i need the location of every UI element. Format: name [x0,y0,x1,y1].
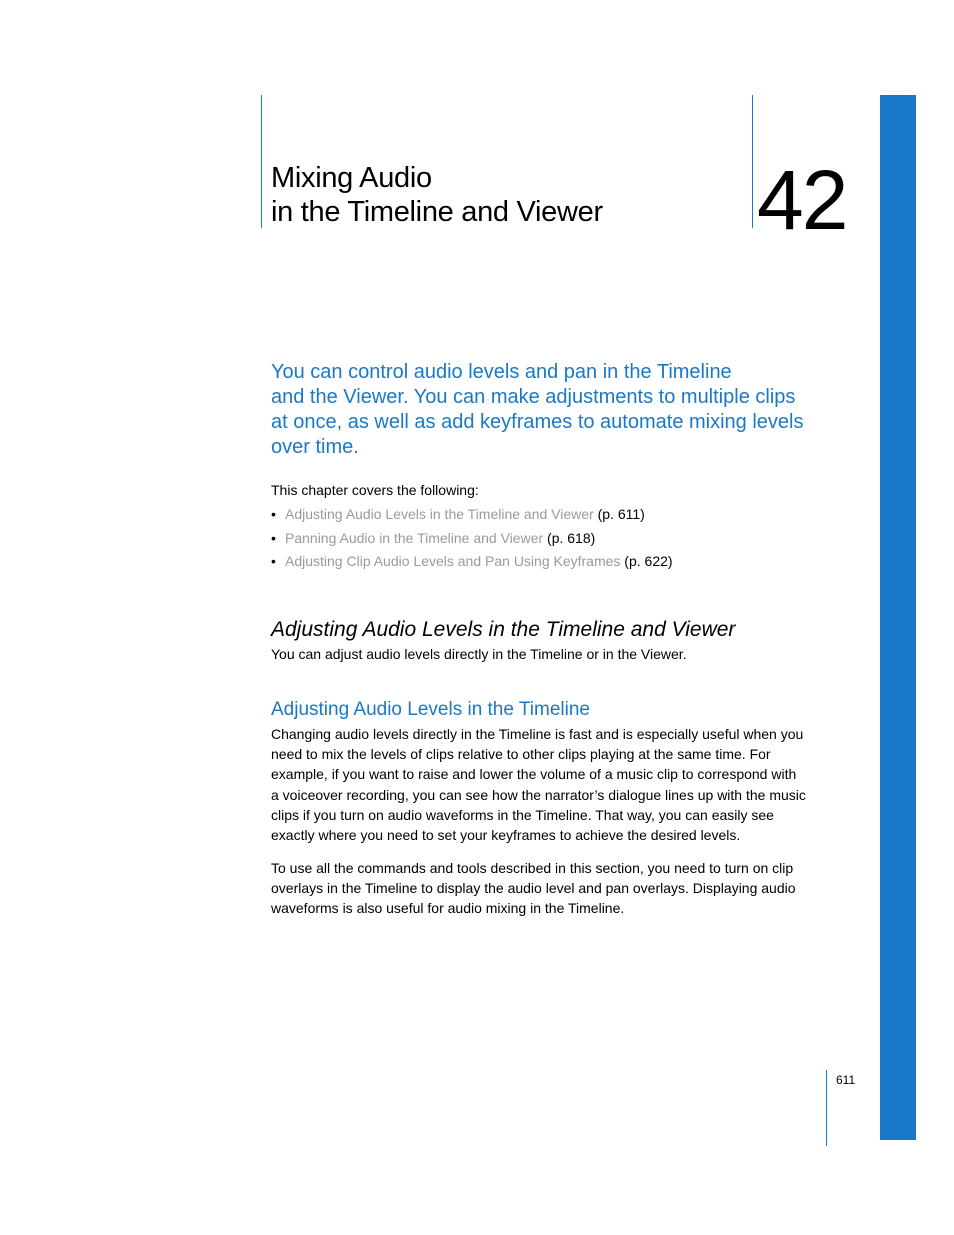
title-rule-left [261,95,262,228]
section-body: You can adjust audio levels directly in the Timeline or in the Viewer. [271,646,687,662]
toc-page-ref: (p. 622) [620,553,673,569]
paragraph-line: exactly where you need to set your keyframes to achieve the desired levels. [271,827,741,844]
chapter-intro [271,360,831,460]
toc-item [271,504,673,528]
paragraph-line: clips if you turn on audio waveforms in the Timeline. That way, you can easily see [271,806,774,823]
paragraph-line: overlays in the Timeline to display the audio level and pan overlays. Displaying audio [271,880,796,897]
paragraph-line: To use all the commands and tools described in this section, you need to turn on clip [271,860,794,876]
body-paragraph [271,858,796,919]
paragraph-line: a voiceover recording, you can see how the narrator’s dialogue lines up with the music [271,786,806,803]
chapter-title-line-1: Mixing Audio [271,162,432,194]
title-rule-right [752,95,753,228]
intro-line: over time. [271,436,359,458]
paragraph-line: need to mix the levels of clips relative to other clips playing at the same time. For [271,746,771,763]
body-paragraph [271,724,806,845]
page-number-rule [826,1070,827,1146]
page-number: 611 [836,1073,856,1087]
bullet-icon: • [271,506,276,522]
chapter-number: 42 [757,153,847,247]
chapter-title [271,161,603,229]
paragraph-line: Changing audio levels directly in the Timeline is fast and is especially useful when you [271,726,804,742]
intro-line: and the Viewer. You can make adjustments to multiple clips [271,386,796,408]
toc-item [271,551,673,575]
chapter-contents-list [271,504,673,575]
intro-line: at once, as well as add keyframes to automate mixing levels [271,411,804,433]
bullet-icon: • [271,553,276,569]
toc-link[interactable]: Panning Audio in the Timeline and Viewer [285,529,544,546]
toc-link[interactable]: Adjusting Clip Audio Levels and Pan Using Keyframes [285,553,621,569]
toc-page-ref: (p. 611) [593,506,645,522]
bullet-icon: • [271,529,276,546]
covers-label: This chapter covers the following: [271,482,479,498]
paragraph-line: waveforms is also useful for audio mixing in the Timeline. [271,900,625,917]
paragraph-line: example, if you want to raise and lower the volume of a music clip to correspond with [271,766,797,783]
chapter-tab-bar [880,95,916,1140]
section-heading: Adjusting Audio Levels in the Timeline and Viewer [271,618,736,641]
toc-page-ref: (p. 618) [543,529,596,546]
subsection-heading: Adjusting Audio Levels in the Timeline [271,699,590,720]
toc-item [271,528,673,552]
chapter-title-line-2: in the Timeline and Viewer [271,196,603,228]
intro-line: You can control audio levels and pan in the Timeline [271,361,732,383]
toc-link[interactable]: Adjusting Audio Levels in the Timeline and Viewer [285,506,594,522]
